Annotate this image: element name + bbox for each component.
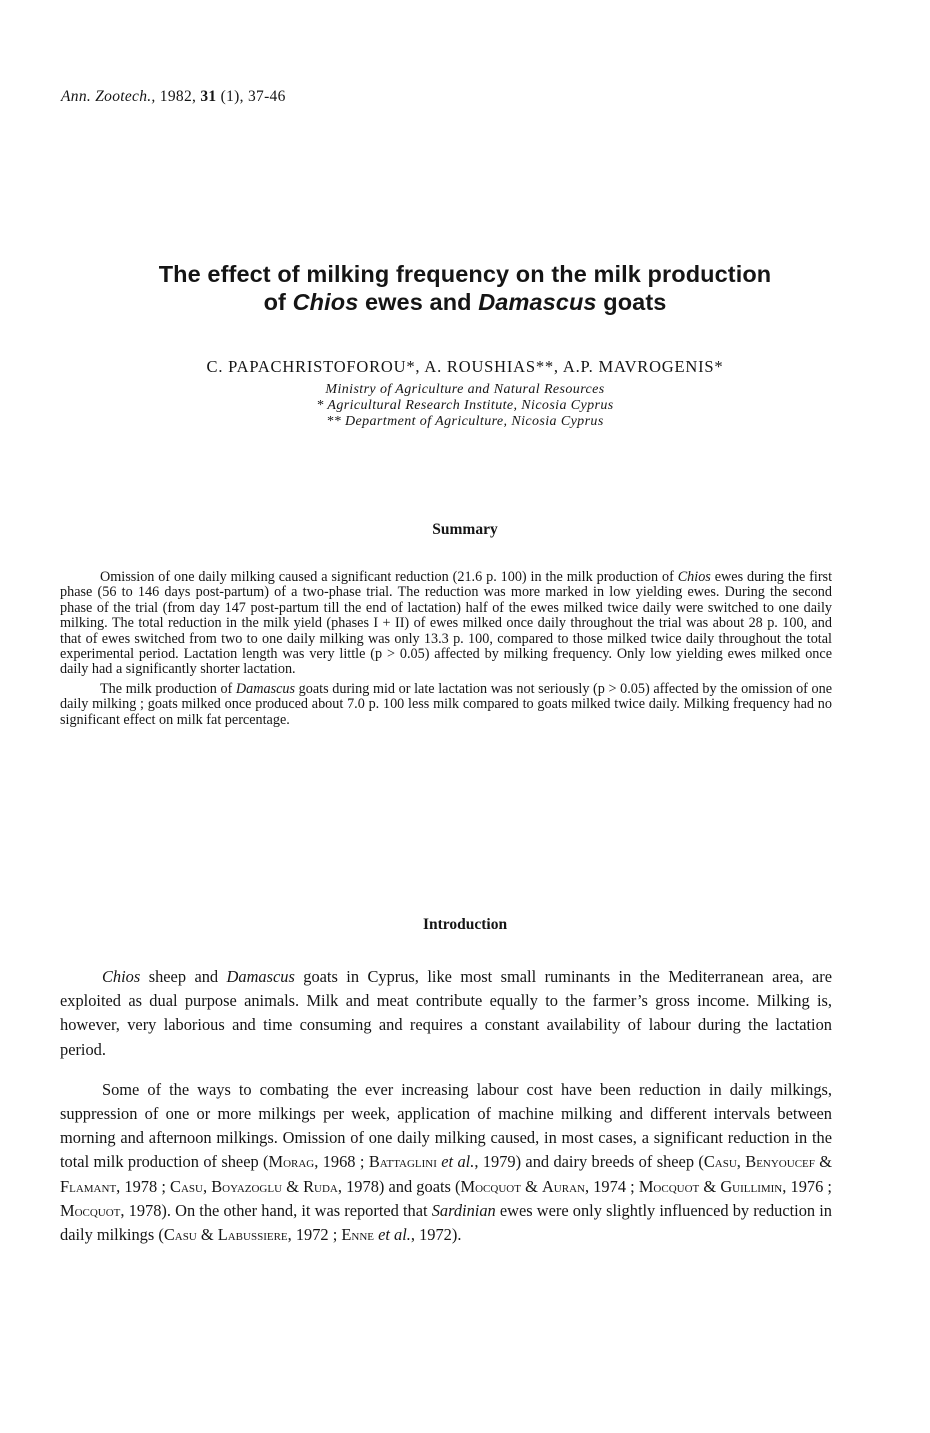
citation-et-al: et al.: [441, 1152, 475, 1172]
citation-et-al: et al.: [378, 1225, 411, 1245]
author-list: C. PAPACHRISTOFOROU*, A. ROUSHIAS**, A.P. MAVROGENIS*: [206, 357, 724, 376]
text-run: &: [814, 1152, 832, 1172]
summary-heading: Summary: [432, 521, 498, 538]
title-line-1: The effect of milking frequency on the milk production: [158, 261, 772, 287]
text-run: Omission of one daily milking caused a significant reduction (21.6 p. 100) in the milk production of: [100, 569, 678, 585]
text-run: , 1968 ;: [314, 1152, 369, 1172]
citation-author: Guillimin: [720, 1176, 783, 1196]
text-run: The milk production of: [100, 680, 236, 697]
text-run: &: [699, 1176, 721, 1196]
introduction-paragraph-2: [60, 1078, 832, 1247]
text-run: goats during mid or late lactation was not seriously (p > 0.05) affected by the omission of one daily milking ; goats milked once produced about 7.0 p. 100 less milk compared to goats milked twice daily. Milking frequency had no significant effect on milk fat percentage.: [60, 680, 833, 728]
text-run: , 1978) and goats (: [337, 1176, 461, 1196]
text-run: goats in Cyprus, like most small ruminants in the Mediterranean area, are exploited as dual purpose animals. Milk and meat contribute equally to the farmer’s gross income. Milking is, however, very laborious and time consuming and requires a constant availability of labour during the lactation period.: [60, 967, 832, 1059]
introduction-body: [60, 965, 832, 1263]
text-run: , 1972 ;: [287, 1225, 342, 1245]
journal-year: 1982,: [159, 88, 197, 105]
introduction-paragraph-1: [60, 965, 832, 1062]
citation-author: Auran: [541, 1176, 585, 1196]
species-name: Chios: [677, 569, 711, 585]
citation-author: Flamant: [60, 1176, 117, 1196]
title-text: of: [263, 289, 293, 315]
text-run: , 1974 ;: [584, 1176, 639, 1196]
paper-title: [60, 260, 870, 316]
text-run: , 1972).: [410, 1225, 462, 1245]
text-run: Some of the ways to combating the ever increasing labour cost have been reduction in daily milkings, suppression of one or more milkings per week, application of machine milking and different intervals between morning and afternoon milkings. Omission of one daily milking caused, in most cases, a significant reduction in the total milk production of sheep (: [60, 1079, 832, 1172]
title-text: ewes and: [358, 289, 479, 315]
journal-issue-pages: (1), 37-46: [220, 88, 286, 105]
journal-reference: [61, 88, 286, 106]
summary-paragraph-2: [60, 682, 832, 728]
citation-author: Casu, Benyoucef: [703, 1152, 815, 1172]
citation-author: Ruda: [303, 1176, 338, 1196]
affiliations: [60, 382, 870, 430]
species-name: Damascus: [235, 680, 296, 697]
citation-author: Battaglini: [368, 1152, 437, 1172]
title-species-chios: Chios: [292, 289, 359, 315]
summary-paragraph-1: [60, 570, 832, 678]
summary-body: [60, 570, 832, 732]
text-run: &: [520, 1176, 542, 1196]
affiliation-department: ** Department of Agriculture, Nicosia Cyprus: [326, 414, 604, 429]
citation-author: Enne: [341, 1225, 374, 1245]
text-run: , 1978). On the other hand, it was reported that: [120, 1200, 432, 1220]
citation-author: Casu: [163, 1225, 197, 1245]
citation-author: Mocquot: [60, 1200, 121, 1220]
text-run: ewes during the first phase (56 to 146 days post-partum) of a two-phase trial. The reduction was more marked in low yielding ewes. During the second phase of the trial (from day 147 post-partum till the end of lactation) half of the ewes milked twice daily were switched to one daily milking. The total reduction in the milk yield (phases I + II) of ewes milked once daily throughout the trial was about 28 p. 100, and that of ewes switched from two to one daily milking was only 13.3 p. 100, compared to those milked twice daily throughout the total experimental period. Lactation length was very little (p > 0.05) affected by milking frequency. Only low yielding ewes milked once daily had a significantly shorter lactation.: [60, 569, 833, 678]
citation-author: Mocquot: [460, 1176, 521, 1196]
species-name: Damascus: [226, 967, 295, 986]
title-species-damascus: Damascus: [478, 289, 597, 315]
introduction-heading: Introduction: [422, 916, 508, 933]
title-line-2: [60, 288, 870, 316]
text-run: ewes were only slightly influenced by reduction in daily milkings (: [60, 1200, 833, 1245]
citation-author: Casu, Boyazoglu: [170, 1176, 283, 1196]
title-text: goats: [596, 289, 667, 315]
citation-author: Morag: [268, 1152, 315, 1172]
affiliation-research-institute: * Agricultural Research Institute, Nicosia Cyprus: [316, 398, 614, 413]
text-run: , 1978 ;: [116, 1176, 171, 1196]
text-run: , 1976 ;: [782, 1176, 832, 1196]
text-run: &: [282, 1176, 304, 1196]
text-run: sheep and: [140, 967, 227, 986]
text-run: &: [196, 1225, 218, 1245]
journal-name: Ann. Zootech.,: [61, 88, 156, 105]
species-name: Sardinian: [431, 1200, 496, 1220]
citation-author: Labussiere: [217, 1225, 288, 1245]
text-run: , 1979) and dairy breeds of sheep (: [474, 1152, 704, 1172]
species-name: Chios: [102, 967, 141, 986]
citation-author: Mocquot: [638, 1176, 700, 1196]
journal-volume: 31: [200, 88, 217, 105]
affiliation-ministry: Ministry of Agriculture and Natural Resources: [325, 382, 605, 397]
